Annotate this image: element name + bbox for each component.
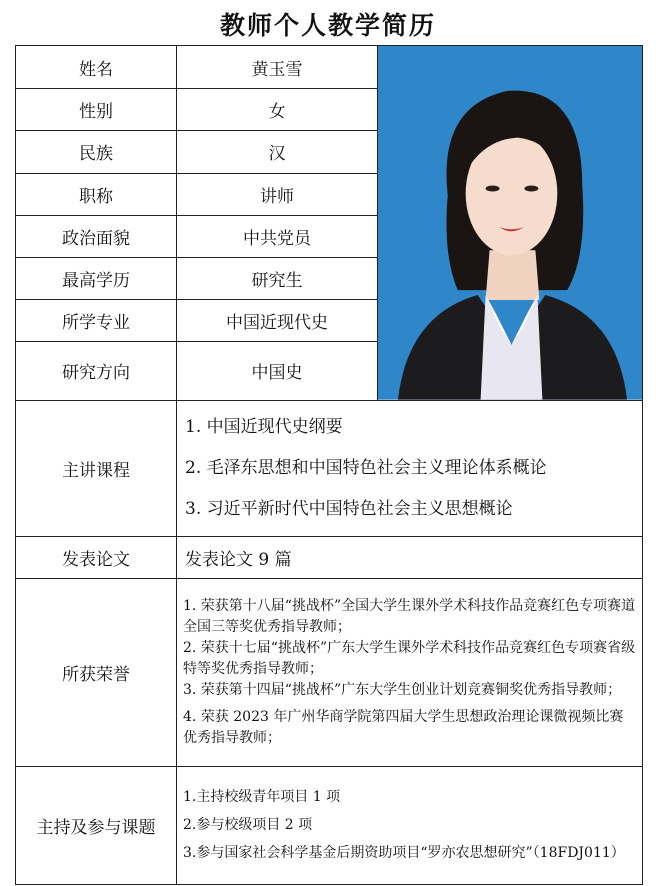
value-papers: 发表论文 9 篇 bbox=[177, 536, 643, 578]
value-ethnicity: 汉 bbox=[177, 131, 378, 173]
honor-item: 4. 荣获 2023 年广州华商学院第四届大学生思想政治理论课微视频比赛优秀指导教师； bbox=[183, 708, 624, 746]
project-item: 2.参与校级项目 2 项 bbox=[183, 817, 313, 834]
label-projects: 主持及参与课题 bbox=[16, 766, 177, 884]
label-courses: 主讲课程 bbox=[16, 400, 177, 536]
value-gender: 女 bbox=[177, 89, 378, 131]
course-item: 2. 毛泽东思想和中国特色社会主义理论体系概论 bbox=[185, 457, 547, 478]
label-name: 姓名 bbox=[16, 46, 177, 89]
honor-item: 3. 荣获第十四届“挑战杯”广东大学生创业计划竞赛铜奖优秀指导教师； bbox=[183, 681, 622, 698]
courses-list bbox=[177, 400, 643, 536]
value-job-title: 讲师 bbox=[177, 173, 378, 215]
course-item: 1. 中国近现代史纲要 bbox=[185, 416, 343, 437]
value-name: 黄玉雪 bbox=[177, 46, 378, 89]
row-projects bbox=[16, 766, 643, 884]
label-honors: 所获荣誉 bbox=[16, 578, 177, 766]
label-ethnicity: 民族 bbox=[16, 131, 177, 173]
value-education: 研究生 bbox=[177, 257, 378, 299]
label-political: 政治面貌 bbox=[16, 215, 177, 257]
label-gender: 性别 bbox=[16, 89, 177, 131]
label-papers: 发表论文 bbox=[16, 536, 177, 578]
label-major: 所学专业 bbox=[16, 300, 177, 342]
value-political: 中共党员 bbox=[177, 215, 378, 257]
row-name bbox=[16, 46, 643, 89]
course-item: 3. 习近平新时代中国特色社会主义思想概论 bbox=[185, 498, 513, 519]
project-item: 1.主持校级青年项目 1 项 bbox=[183, 789, 341, 806]
projects-list bbox=[177, 766, 643, 884]
page-title: 教师个人教学简历 bbox=[219, 11, 436, 40]
row-papers bbox=[16, 536, 643, 578]
project-item: 3.参与国家社会科学基金后期资助项目“罗亦农思想研究”（18FDJ011） bbox=[183, 845, 625, 862]
row-honors bbox=[16, 578, 643, 766]
honor-item: 2. 荣获十七届“挑战杯”广东大学生课外学术科技作品竞赛红色专项赛省级特等奖优秀指导教师； bbox=[183, 639, 636, 677]
value-major: 中国近现代史 bbox=[177, 300, 378, 342]
honor-item: 1. 荣获第十八届“挑战杯”全国大学生课外学术科技作品竞赛红色专项赛道全国三等奖优秀指导教师； bbox=[183, 597, 636, 635]
row-courses bbox=[16, 400, 643, 536]
photo-cell bbox=[378, 46, 643, 401]
resume-table bbox=[15, 45, 643, 885]
label-education: 最高学历 bbox=[16, 257, 177, 299]
honors-list bbox=[177, 578, 643, 766]
label-research: 研究方向 bbox=[16, 342, 177, 400]
value-research: 中国史 bbox=[177, 342, 378, 400]
portrait-photo bbox=[378, 46, 642, 400]
label-job-title: 职称 bbox=[16, 173, 177, 215]
